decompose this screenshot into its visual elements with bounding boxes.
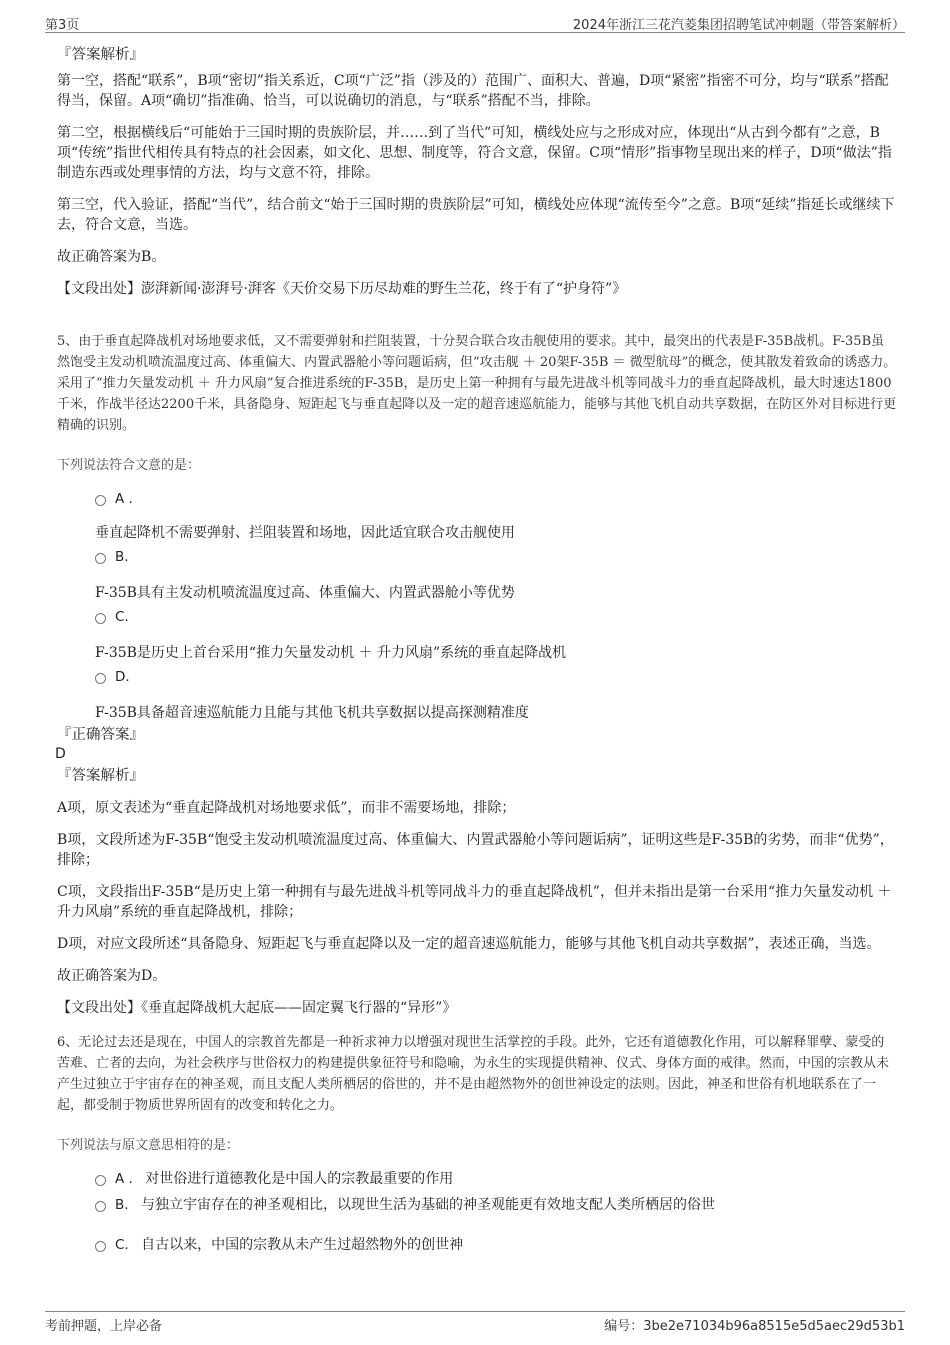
- q5-option-b-text: F-35B具有主发动机喷流温度过高、体重偏大、内置武器舱小等优势: [95, 585, 515, 601]
- option-label: C.: [115, 609, 129, 625]
- q5-analysis-c: C项，文段指出F-35B“是历史上第一种拥有与最先进战斗机等同战斗力的垂直起降战机”，但并未指出是第一台采用“推力矢量发动机 ＋ 升力风扇”系统的垂直起降战机，排除；: [57, 884, 892, 920]
- document-body: [57, 45, 897, 1255]
- q5-option-d[interactable]: [57, 667, 897, 687]
- q6-option-c[interactable]: [57, 1235, 897, 1255]
- q6-option-b[interactable]: [57, 1195, 897, 1215]
- q4-analysis-p3: 第三空，代入验证，搭配“当代”，结合前文“始于三国时期的贵族阶层”可知，横线处应体现“流传至今”之意。B项“延续”指延长或继续下去，符合文意，当选。: [57, 197, 895, 233]
- q5-question-text: 5、由于垂直起降战机对场地要求低，又不需要弹射和拦阻装置，十分契合联合攻击舰使用的要求。其中，最突出的代表是F-35B战机。F-35B虽然饱受主发动机喷流温度过高、体重偏大、内置武器舱小等问题诟病，但“攻击舰 ＋ 20架F-35B ＝ 微型航母”的概念，使其散发着致命的诱惑力。采用了“推力矢量发动机 ＋ 升力风扇”复合推进系统的F-35B，是历史上第一种拥有与最先进战斗机等同战斗力的垂直起降战机，最大时速达1800千米，作战半径达2200千米，具备隐身、短距起飞与垂直起降以及一定的超音速巡航能力，能够与其他飞机自动共享数据，在防区外对目标进行更精确的识别。: [57, 334, 897, 433]
- q4-analysis-label: 『答案解析』: [57, 47, 144, 63]
- q4-source: 【文段出处】澎湃新闻·澎湃号·湃客《天价交易下历尽劫难的野生兰花，终于有了“护身符”》: [57, 281, 627, 297]
- q5-analysis-b: B项，文段所述为F-35B“饱受主发动机喷流温度过高、体重偏大、内置武器舱小等问题诟病”，证明这些是F-35B的劣势，而非“优势”，排除；: [57, 832, 894, 868]
- q5-analysis-d: D项，对应文段所述“具备隐身、短距起飞与垂直起降以及一定的超音速巡航能力，能够与其他飞机自动共享数据”，表述正确，当选。: [57, 936, 881, 952]
- radio-icon[interactable]: [95, 1201, 106, 1212]
- radio-icon[interactable]: [95, 553, 106, 564]
- document-title: 2024年浙江三花汽菱集团招聘笔试冲刺题（带答案解析）: [572, 18, 905, 33]
- q5-correct-answer: D: [55, 746, 66, 762]
- option-label: B.: [115, 1197, 129, 1213]
- document-id: 编号：3be2e71034b96a8515e5d5aec29d53b1: [604, 1319, 905, 1334]
- footer-slogan: 考前押题，上岸必备: [45, 1319, 163, 1334]
- q6-option-a[interactable]: [57, 1169, 897, 1189]
- option-label: A .: [115, 491, 133, 507]
- q6-prompt: 下列说法与原文意思相符的是：: [57, 1138, 240, 1153]
- option-text: 自古以来，中国的宗教从未产生过超然物外的创世神: [141, 1237, 464, 1253]
- page-header: [45, 12, 905, 33]
- q4-conclusion: 故正确答案为B。: [57, 249, 166, 265]
- q5-source: 【文段出处】《垂直起降战机大起底——固定翼飞行器的“异形”》: [57, 1000, 457, 1016]
- q5-option-b[interactable]: [57, 547, 897, 567]
- q6-question-text: 6、无论过去还是现在，中国人的宗教首先都是一种祈求神力以增强对现世生活掌控的手段。此外，它还有道德教化作用，可以解释罪孽、蒙受的苦难、亡者的去向，为社会秩序与世俗权力的构建提供象征符号和隐喻，为永生的实现提供精神、仪式、身体方面的戒律。然而，中国的宗教从未产生过独立于宇宙存在的神圣观，而且支配人类所栖居的俗世的，并不是由超然物外的创世神设定的法则。因此，神圣和世俗有机地联系在了一起，都受制于物质世界所固有的改变和转化之力。: [57, 1035, 890, 1113]
- radio-icon[interactable]: [95, 1175, 106, 1186]
- option-label: C.: [115, 1237, 129, 1253]
- q5-analysis-a: A项，原文表述为“垂直起降战机对场地要求低”，而非不需要场地，排除；: [57, 800, 516, 816]
- q5-option-a-text: 垂直起降机不需要弹射、拦阻装置和场地，因此适宜联合攻击舰使用: [95, 525, 515, 541]
- q5-option-c-text: F-35B是历史上首台采用“推力矢量发动机 ＋ 升力风扇”系统的垂直起降战机: [95, 645, 567, 661]
- radio-icon[interactable]: [95, 673, 106, 684]
- q5-option-a[interactable]: [57, 489, 897, 509]
- radio-icon[interactable]: [95, 495, 106, 506]
- q5-analysis-label: 『答案解析』: [57, 768, 144, 784]
- radio-icon[interactable]: [95, 1241, 106, 1252]
- option-text: 与独立宇宙存在的神圣观相比，以现世生活为基础的神圣观能更有效地支配人类所栖居的俗世: [141, 1197, 716, 1213]
- option-label: A .: [115, 1171, 133, 1187]
- q5-option-d-text: F-35B具备超音速巡航能力且能与其他飞机共享数据以提高探测精准度: [95, 705, 529, 721]
- option-label: B.: [115, 549, 129, 565]
- option-text: 对世俗进行道德教化是中国人的宗教最重要的作用: [145, 1171, 454, 1187]
- q5-conclusion: 故正确答案为D。: [57, 968, 167, 984]
- q5-prompt: 下列说法符合文意的是：: [57, 458, 201, 473]
- page-footer: [45, 1311, 905, 1334]
- q4-analysis-p2: 第二空，根据横线后“可能始于三国时期的贵族阶层，并……到了当代”可知，横线处应与之形成对应，体现出“从古到今都有”之意，B项“传统”指世代相传具有特点的社会因素，如文化、思想、制度等，符合文意，保留。C项“情形”指事物呈现出来的样子，D项“做法”指制造东西或处理事情的方法，均与文意不符，排除。: [57, 125, 892, 181]
- q5-option-c[interactable]: [57, 607, 897, 627]
- page-number: 第3页: [45, 18, 80, 33]
- option-label: D.: [115, 669, 130, 685]
- q4-analysis-p1: 第一空，搭配“联系”，B项“密切”指关系近，C项“广泛”指（涉及的）范围广、面积大、普遍，D项“紧密”指密不可分，均与“联系”搭配得当，保留。A项“确切”指准确、恰当，可以说确切的消息，与“联系”搭配不当，排除。: [57, 73, 889, 109]
- q5-correct-label: 『正确答案』: [57, 727, 144, 743]
- radio-icon[interactable]: [95, 613, 106, 624]
